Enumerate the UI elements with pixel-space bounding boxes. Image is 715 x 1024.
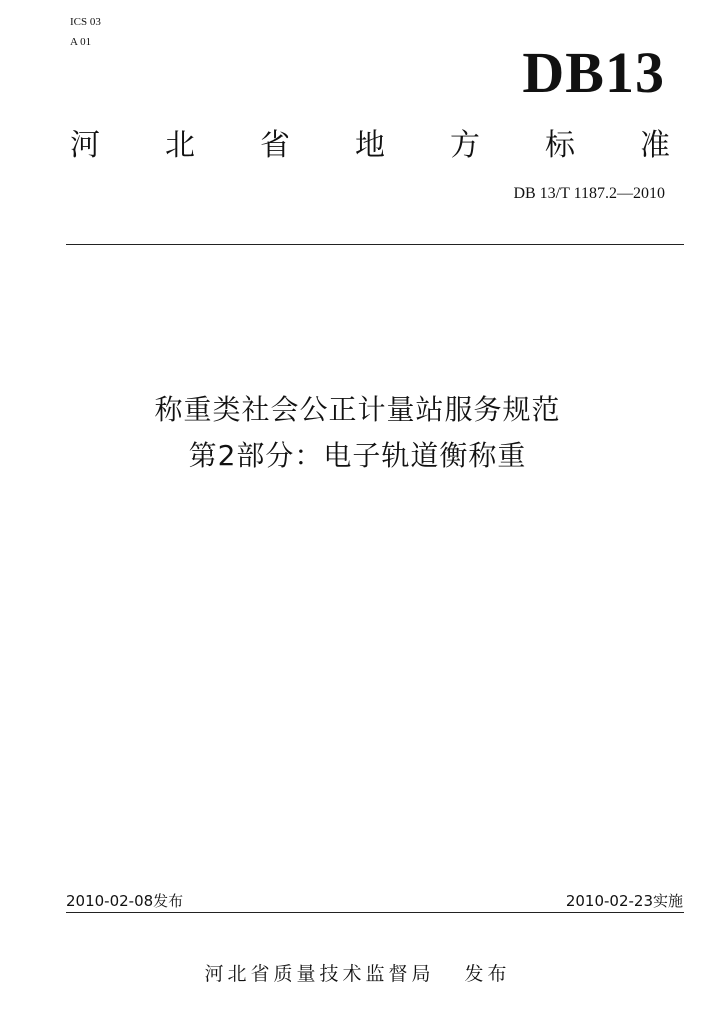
header-divider [66,244,684,245]
document-title: 称重类社会公正计量站服务规范 [154,393,561,426]
category-char: 省 [260,128,290,163]
publisher-action: 发布 [464,963,511,985]
publisher-organization: 河北省质量技术监督局 [204,963,435,985]
issue-date: 2010-02-08发布 [66,892,184,910]
category-char: 准 [640,128,670,163]
document-subtitle: 第2部分：电子轨道衡称重 [188,439,527,472]
publisher-line [0,962,715,986]
footer-divider [66,912,684,913]
standard-category [70,126,670,166]
category-char: 标 [545,128,575,163]
ics-code: ICS 03 [70,16,101,28]
ccs-code: A 01 [70,36,92,48]
category-char: 北 [165,128,195,163]
category-char: 方 [450,128,480,163]
implementation-date: 2010-02-23实施 [565,892,683,910]
category-char: 河 [70,128,100,163]
standard-number: DB 13/T 1187.2—2010 [513,185,665,202]
classification-codes [70,12,101,52]
category-char: 地 [355,128,385,163]
db-code-logo: DB13 [522,40,665,105]
